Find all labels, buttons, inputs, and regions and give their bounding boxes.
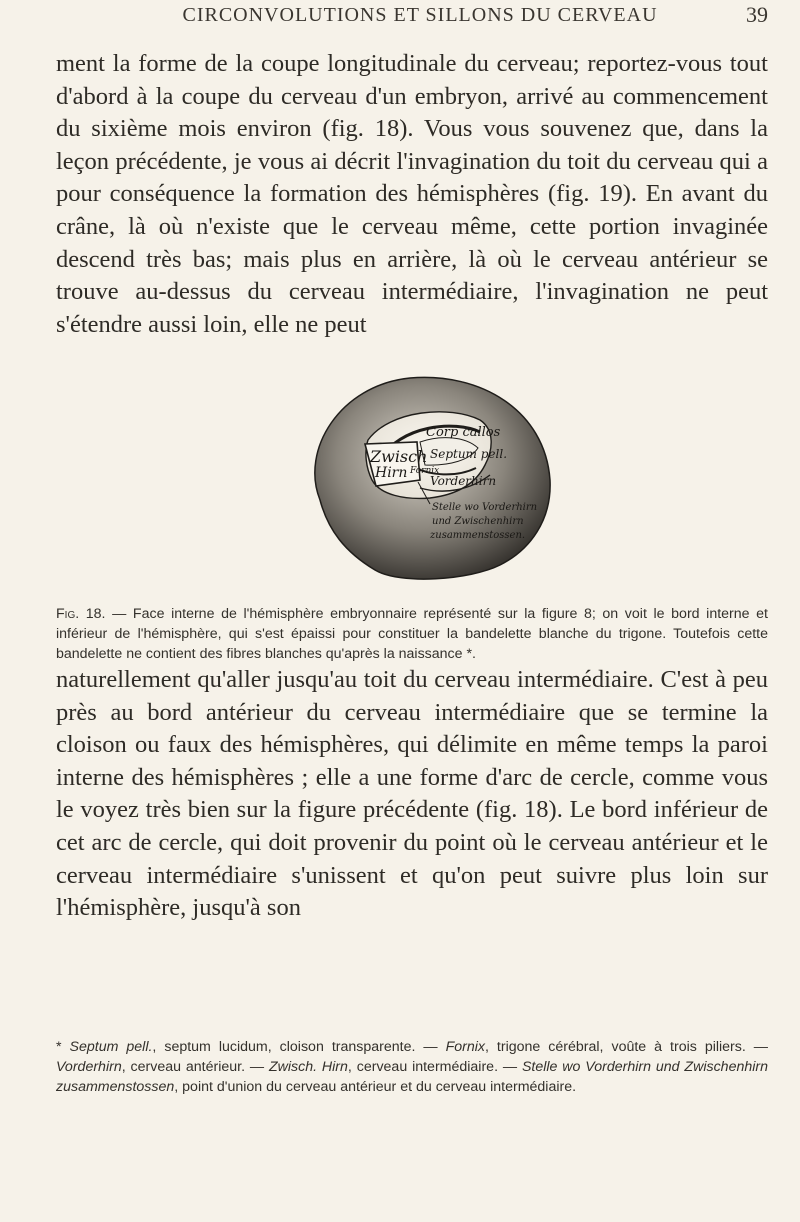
footnote-def-2: , trigone cérébral, voûte à trois piliers. —	[485, 1039, 768, 1055]
footnote-term-2: Fornix	[445, 1039, 485, 1055]
running-title: CIRCONVOLUTIONS ET SILLONS DU CERVEAU	[182, 4, 658, 26]
footnote-def-4: , cerveau intermédiaire. —	[347, 1059, 522, 1075]
figure-18	[280, 370, 560, 600]
label-fornix: Fornix	[410, 466, 440, 476]
label-hirn: Hirn	[375, 465, 408, 481]
caption-text: — Face interne de l'hémisphère embryonnaire représenté sur la figure 8; on voit le bord interne et inférieur de l'hémisphère, qui s'est épaissi pour constituer la bandelette blanche du trigone. Toutefois cette bandelette ne contient des fibres blanches qu'après la naissance *.	[56, 606, 768, 662]
hemisphere-illustration	[280, 370, 560, 600]
label-corp-callos: Corp callos	[426, 425, 501, 440]
paragraph-2: naturellement qu'aller jusqu'au toit du cerveau intermédiaire. C'est à peu près au bord antérieur du cerveau intermédiaire que se termine la cloison ou faux des hémisphères, qui délimite en même temps la paroi interne des hémisphères ; elle a une forme d'arc de cercle, comme vous le voyez très bien sur la figure précédente (fig. 18). Le bord inférieur de cet arc de cercle, qui doit provenir du point où le cerveau antérieur et le cerveau intermédiaire s'unissent et qu'on peut suivre plus loin sur l'hémisphère, jusqu'à son	[56, 666, 768, 922]
footnote-def-5: , point d'union du cerveau antérieur et du cerveau intermédiaire.	[174, 1079, 577, 1095]
label-septum: Septum pell.	[430, 447, 508, 461]
label-zwisch: Zwisch	[370, 447, 428, 466]
footnote-def-3: , cerveau antérieur. —	[121, 1059, 269, 1075]
caption-label: Fig. 18.	[56, 606, 106, 622]
label-stelle-1: Stelle wo Vorderhirn	[432, 502, 538, 513]
footnote-term-1: Septum pell.	[69, 1039, 153, 1055]
label-stelle-2: und Zwischenhirn	[432, 516, 524, 527]
footnote-def-1: , septum lucidum, cloison transparente. —	[152, 1039, 446, 1055]
page-number: 39	[746, 2, 768, 27]
label-vorderhirn: Vorderhirn	[430, 474, 497, 488]
footnote-marker: *	[56, 1039, 70, 1055]
paragraph-1: ment la forme de la coupe longitudinale du cerveau; reportez-vous tout d'abord à la coupe du cerveau d'un embryon, arrivé au commencement du sixième mois environ (fig. 18). Vous vous souvenez que, dans la leçon précédente, je vous ai décrit l'invagination du toit du cerveau qui a pour conséquence la formation des hémisphères (fig. 19). En avant du crâne, là où n'existe que le cerveau même, cette portion invaginée descend très bas; mais plus en arrière, là où le cerveau antérieur se trouve au-dessus du cerveau intermédiaire, l'invagination ne peut s'étendre aussi loin, elle ne peut	[56, 50, 768, 338]
footnote-term-4: Zwisch. Hirn	[268, 1059, 348, 1075]
footnote	[56, 1037, 768, 1097]
footnote-term-5: Stelle wo Vorderhirn und Zwischenhirn zusammenstossen	[56, 1059, 769, 1095]
footnote-term-3: Vorderhirn	[56, 1059, 122, 1075]
label-stelle-3: zusammenstossen.	[430, 530, 526, 541]
figure-caption	[56, 604, 768, 664]
